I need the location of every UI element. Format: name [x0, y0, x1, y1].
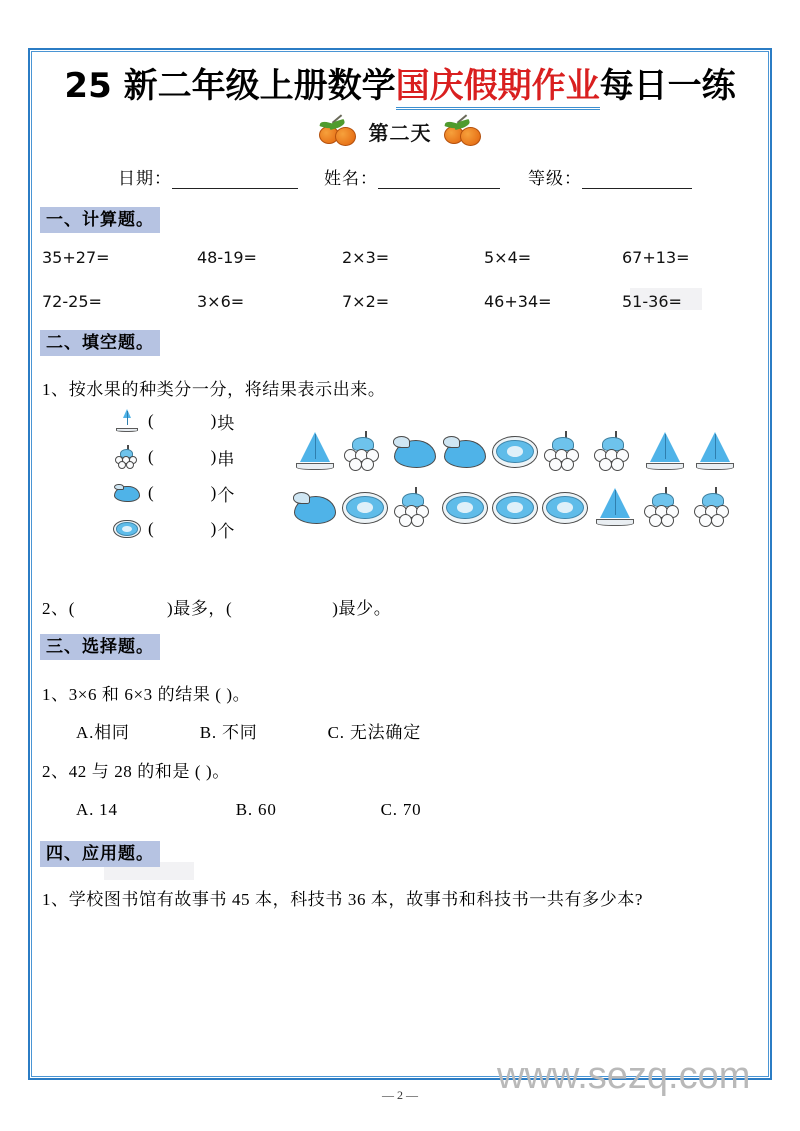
section-heading-word: 四、应用题。 — [40, 841, 160, 867]
legend-close-paren: ) — [210, 483, 218, 502]
strawberry-icon — [440, 430, 490, 474]
page-number: — 2 — — [382, 1088, 418, 1102]
title-part-3: 每日一练 — [599, 66, 736, 106]
calc-item: 3×6= — [197, 292, 245, 311]
grade-blank[interactable] — [582, 173, 692, 189]
choice-option[interactable]: C. 70 — [380, 800, 422, 819]
student-info-row — [118, 164, 718, 189]
grapes-icon — [640, 486, 690, 530]
section-heading-calc: 一、计算题。 — [40, 207, 160, 233]
choice-question-2-stem: 2、42 与 28 的和是 ( )。 — [42, 762, 230, 781]
watermelon-icon — [690, 430, 740, 474]
calc-item: 5×4= — [484, 248, 532, 267]
persimmon-icon-right — [440, 114, 486, 148]
fruit-picture-grid — [290, 424, 742, 536]
calc-item: 51-36= — [622, 292, 682, 311]
strawberry-icon — [112, 480, 142, 506]
choice-question-1-options — [76, 718, 421, 743]
day-banner — [0, 114, 800, 148]
calc-item: 35+27= — [42, 248, 110, 267]
strawberry-icon — [390, 430, 440, 474]
choice-question-2-options — [76, 800, 421, 820]
strawberry-icon — [290, 486, 340, 530]
word-question-1: 1、学校图书馆有故事书 45 本，科技书 36 本，故事书和科技书一共有多少本? — [42, 890, 644, 909]
choice-question-1-stem: 1、3×6 和 6×3 的结果 ( )。 — [42, 685, 251, 704]
grade-label: 等级： — [528, 169, 582, 188]
calc-item: 72-25= — [42, 292, 102, 311]
name-label: 姓名： — [324, 169, 378, 188]
legend-open-paren: ( — [148, 447, 155, 466]
kiwi-icon — [490, 486, 540, 530]
kiwi-icon — [440, 486, 490, 530]
legend-close-paren: ) — [210, 519, 218, 538]
watermelon-icon — [590, 486, 640, 530]
kiwi-icon — [112, 516, 142, 542]
legend-unit: 块 — [217, 413, 236, 433]
calc-row-2 — [42, 292, 742, 318]
legend-open-paren: ( — [148, 483, 155, 502]
watermelon-icon — [290, 430, 340, 474]
name-blank[interactable] — [378, 173, 500, 189]
grapes-icon — [590, 430, 640, 474]
legend-open-paren: ( — [148, 411, 155, 430]
q2-part-b: )最多，( — [166, 599, 233, 618]
choice-option[interactable]: C. 无法确定 — [327, 723, 422, 742]
legend-unit: 个 — [217, 521, 236, 541]
legend-open-paren: ( — [148, 519, 155, 538]
section-heading-fill: 二、填空题。 — [40, 330, 160, 356]
kiwi-icon — [540, 486, 590, 530]
calc-item: 67+13= — [622, 248, 690, 267]
site-watermark: www.sezq.com — [497, 1055, 751, 1097]
grapes-icon — [340, 430, 390, 474]
fruit-grid-row-2 — [290, 480, 742, 536]
legend-item — [112, 516, 282, 552]
choice-option[interactable]: B. 60 — [235, 800, 277, 819]
kiwi-icon — [340, 486, 390, 530]
name-field[interactable] — [324, 164, 500, 189]
calc-item: 48-19= — [197, 248, 257, 267]
choice-option[interactable]: A.相同 — [76, 723, 130, 742]
fill-question-1: 1、按水果的种类分一分，将结果表示出来。 — [42, 380, 386, 399]
calc-item: 7×2= — [342, 292, 390, 311]
fill-question-2 — [42, 594, 391, 619]
q2-part-a: 2、( — [42, 599, 75, 618]
page-title — [0, 58, 800, 107]
legend-item — [112, 444, 282, 480]
watermelon-icon — [640, 430, 690, 474]
grapes-icon — [690, 486, 740, 530]
grapes-icon — [540, 430, 590, 474]
date-label: 日期： — [118, 169, 172, 188]
grade-field[interactable] — [528, 164, 692, 189]
choice-option[interactable]: B. 不同 — [199, 723, 258, 742]
section-heading-choice: 三、选择题。 — [40, 634, 160, 660]
legend-close-paren: ) — [210, 411, 218, 430]
kiwi-icon — [490, 430, 540, 474]
legend-close-paren: ) — [210, 447, 218, 466]
legend-item — [112, 480, 282, 516]
title-part-highlighted: 国庆假期作业 — [396, 66, 600, 110]
persimmon-icon-left — [315, 114, 361, 148]
watermelon-icon — [112, 408, 142, 434]
grapes-icon — [112, 444, 142, 470]
calc-item: 2×3= — [342, 248, 390, 267]
fruit-grid-row-1 — [290, 424, 742, 480]
choice-option[interactable]: A. 14 — [76, 800, 118, 819]
title-part-1: 25 新二年级上册数学 — [64, 66, 396, 106]
fruit-legend-list — [112, 408, 282, 552]
legend-item — [112, 408, 282, 444]
q2-part-c: )最少。 — [332, 599, 392, 618]
date-blank[interactable] — [172, 173, 298, 189]
legend-unit: 个 — [217, 485, 236, 505]
calc-row-1 — [42, 248, 742, 274]
day-label: 第二天 — [368, 120, 432, 145]
date-field[interactable] — [118, 164, 298, 189]
calc-item: 46+34= — [484, 292, 552, 311]
page-border-inner — [31, 51, 769, 1077]
legend-unit: 串 — [217, 449, 236, 469]
grapes-icon — [390, 486, 440, 530]
